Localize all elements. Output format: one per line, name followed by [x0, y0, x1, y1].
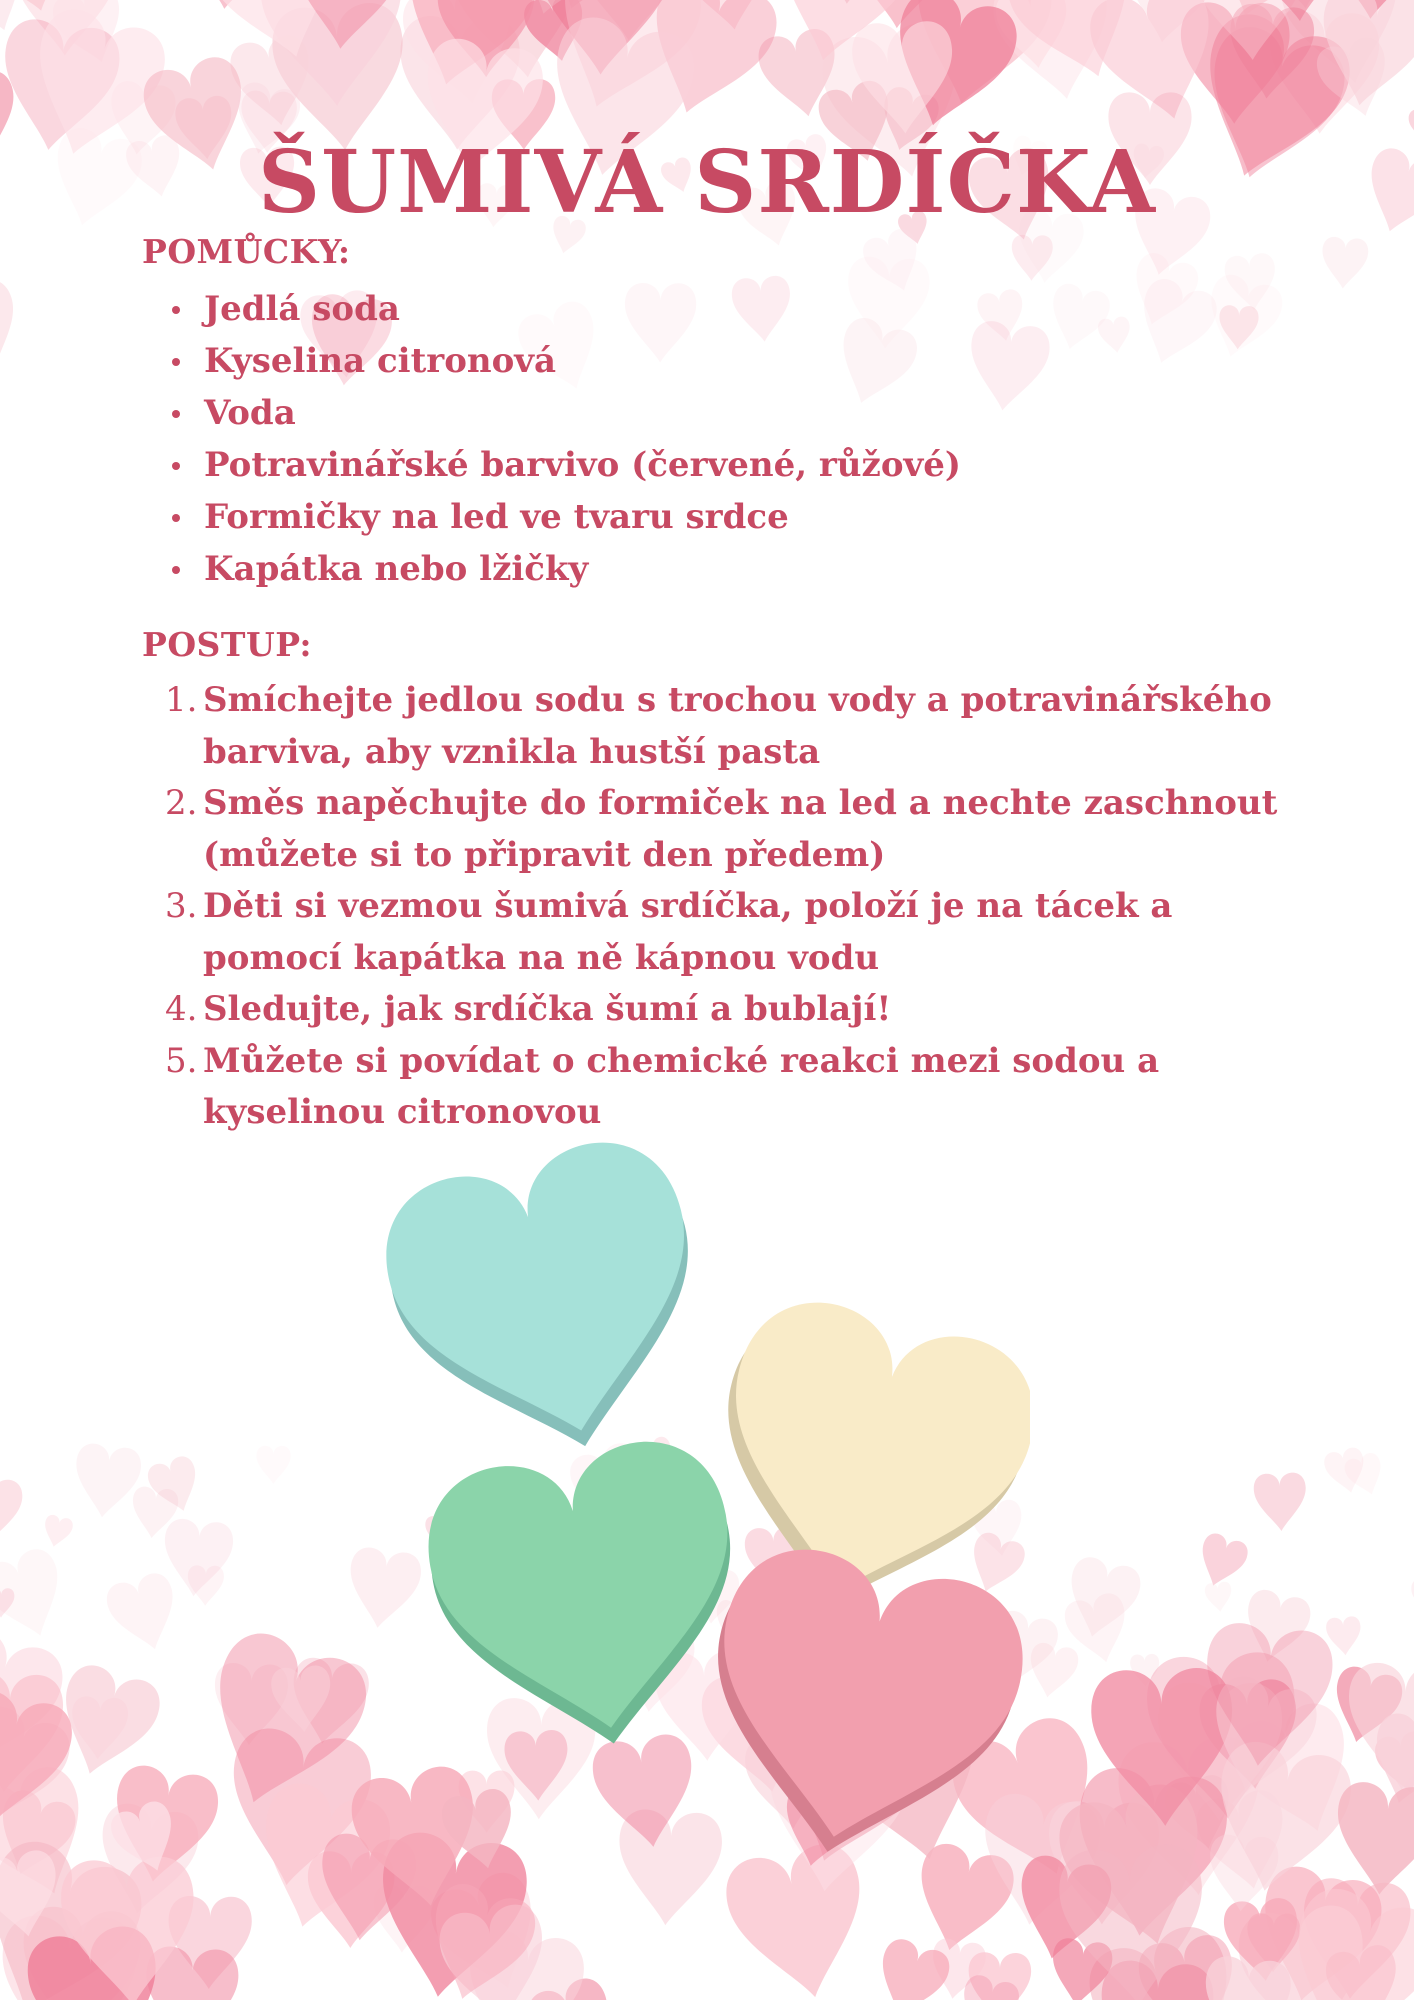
- candy-hearts-illustration: [370, 1125, 1030, 1870]
- step-text: Smíchejte jedlou sodu s trochou vody a potravinářského barviva, aby vznikla hustší pasta: [203, 680, 1272, 772]
- list-item: Voda: [170, 387, 961, 439]
- tools-list: [170, 283, 961, 595]
- list-item: [160, 984, 1290, 1036]
- list-item: Jedlá soda: [170, 283, 961, 335]
- step-number: 1.: [165, 680, 198, 720]
- step-text: Můžete si povídat o chemické reakci mezi sodou a kyselinou citronovou: [203, 1040, 1160, 1132]
- list-item: Kyselina citronová: [170, 335, 961, 387]
- step-number: 3.: [165, 886, 198, 926]
- list-item: Formičky na led ve tvaru srdce: [170, 491, 961, 543]
- list-item: Kapátka nebo lžičky: [170, 543, 961, 595]
- list-item: [160, 675, 1290, 778]
- step-text: Sledujte, jak srdíčka šumí a bublají!: [203, 989, 892, 1029]
- list-item: [160, 1036, 1290, 1139]
- pink-heart-icon: [681, 1534, 1030, 1870]
- list-item: [160, 881, 1290, 984]
- page-title: ŠUMIVÁ SRDÍČKA: [257, 132, 1157, 233]
- step-number: 2.: [165, 783, 198, 823]
- tools-heading: POMŮCKY:: [142, 232, 351, 271]
- green-heart-icon: [415, 1429, 761, 1769]
- step-text: Děti si vezmou šumivá srdíčka, položí je na tácek a pomocí kapátka na ně kápnou vodu: [203, 886, 1173, 978]
- list-item: Potravinářské barvivo (červené, růžové): [170, 439, 961, 491]
- step-number: 4.: [165, 989, 198, 1029]
- list-item: [160, 778, 1290, 881]
- step-number: 5.: [165, 1040, 198, 1081]
- steps-list: [160, 675, 1290, 1139]
- teal-heart-icon: [370, 1126, 731, 1483]
- steps-heading: POSTUP:: [142, 625, 313, 664]
- step-text: Směs napěchujte do formiček na led a nechte zaschnout (můžete si to připravit den předem): [203, 783, 1278, 875]
